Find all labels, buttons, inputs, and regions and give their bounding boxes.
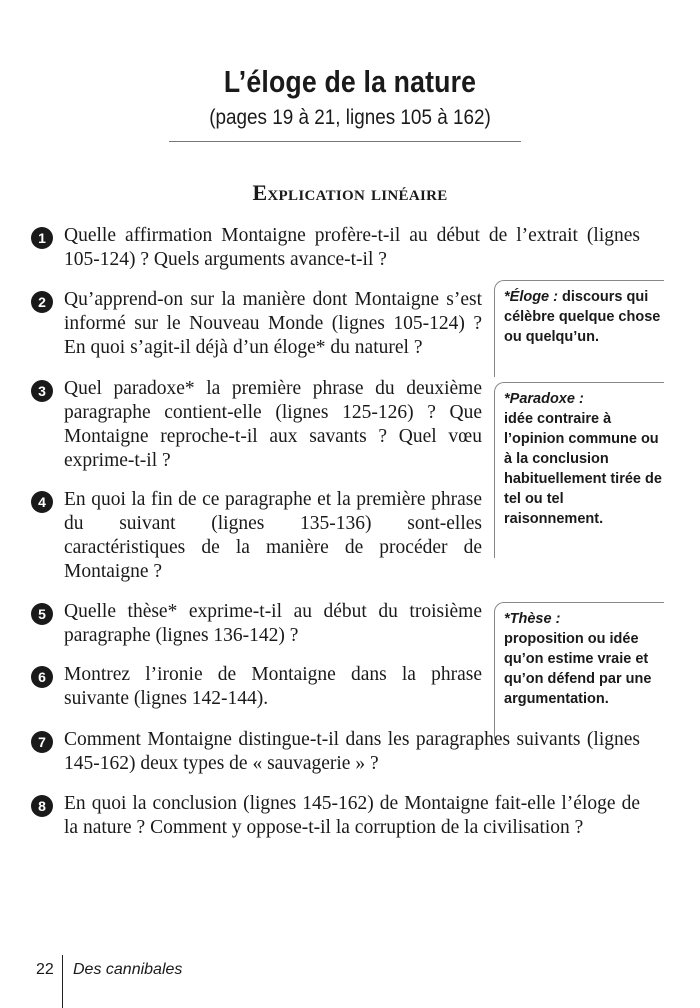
question-2 bbox=[64, 288, 482, 360]
question-4-text: En quoi la fin de ce paragraphe et la première phrase du suivant (lignes 135-136) sont-elles caractéristiques de la manière de procéder de Montaigne ? bbox=[64, 489, 482, 582]
question-number-5-badge: 5 bbox=[31, 603, 53, 625]
question-8 bbox=[64, 792, 640, 840]
question-2-text: Qu’apprend-on sur la manière dont Montaigne s’est informé sur le Nouveau Monde (lignes 105-124) ? En quoi s’agit-il déjà d’un éloge* du naturel ? bbox=[64, 289, 482, 358]
footer-book-title: Des cannibales bbox=[73, 961, 183, 978]
glossary-term-eloge: *Éloge : bbox=[504, 289, 558, 305]
title-divider bbox=[169, 141, 521, 142]
page-number: 22 bbox=[36, 961, 54, 978]
footer-divider bbox=[62, 955, 63, 1008]
question-3-text: Quel paradoxe* la première phrase du deuxième paragraphe contient-elle (lignes 125-126) ? Que Montaigne reproche-t-il aux savants ? Quel vœu exprime-t-il ? bbox=[64, 378, 482, 471]
question-number-4-badge: 4 bbox=[31, 491, 53, 513]
glossary-definition-eloge: discours qui célèbre quelque chose ou quelqu’un. bbox=[504, 289, 661, 345]
question-number-7-badge: 7 bbox=[31, 731, 53, 753]
question-number-3-badge: 3 bbox=[31, 380, 53, 402]
page-subtitle: (pages 19 à 21, lignes 105 à 162) bbox=[209, 106, 491, 129]
question-1 bbox=[64, 224, 640, 272]
question-6 bbox=[64, 663, 482, 711]
glossary-note-eloge bbox=[494, 280, 664, 377]
question-5-text: Quelle thèse* exprime-t-il au début du troisième paragraphe (lignes 136-142) ? bbox=[64, 601, 482, 646]
glossary-term-paradoxe: *Paradoxe : bbox=[504, 391, 584, 407]
question-7-text: Comment Montaigne distingue-t-il dans les paragraphes suivants (lignes 145-162) deux types de « sauvagerie » ? bbox=[64, 729, 640, 774]
question-number-2-badge: 2 bbox=[31, 291, 53, 313]
glossary-note-paradoxe bbox=[494, 382, 664, 558]
glossary-note-these bbox=[494, 602, 664, 739]
glossary-term-these: *Thèse : bbox=[504, 611, 561, 627]
question-number-1-badge: 1 bbox=[31, 227, 53, 249]
section-heading: Explication linéaire bbox=[252, 180, 448, 205]
question-number-6-badge: 6 bbox=[31, 666, 53, 688]
glossary-definition-these: proposition ou idée qu’on estime vraie et qu’on défend par une argumentation. bbox=[504, 631, 652, 707]
question-1-text: Quelle affirmation Montaigne profère-t-il au début de l’extrait (lignes 105-124) ? Quels arguments avance-t-il ? bbox=[64, 225, 640, 270]
page-title: L’éloge de la nature bbox=[223, 64, 477, 99]
question-3 bbox=[64, 377, 482, 473]
question-6-text: Montrez l’ironie de Montaigne dans la phrase suivante (lignes 142-144). bbox=[64, 664, 482, 709]
question-number-8-badge: 8 bbox=[31, 795, 53, 817]
question-5 bbox=[64, 600, 482, 648]
question-4 bbox=[64, 488, 482, 584]
glossary-definition-paradoxe: idée contraire à l’opinion commune ou à la conclusion habituellement tirée de tel ou tel raisonnement. bbox=[504, 411, 662, 527]
question-8-text: En quoi la conclusion (lignes 145-162) de Montaigne fait-elle l’éloge de la nature ? Comment y oppose-t-il la corruption de la civilisation ? bbox=[64, 793, 640, 838]
